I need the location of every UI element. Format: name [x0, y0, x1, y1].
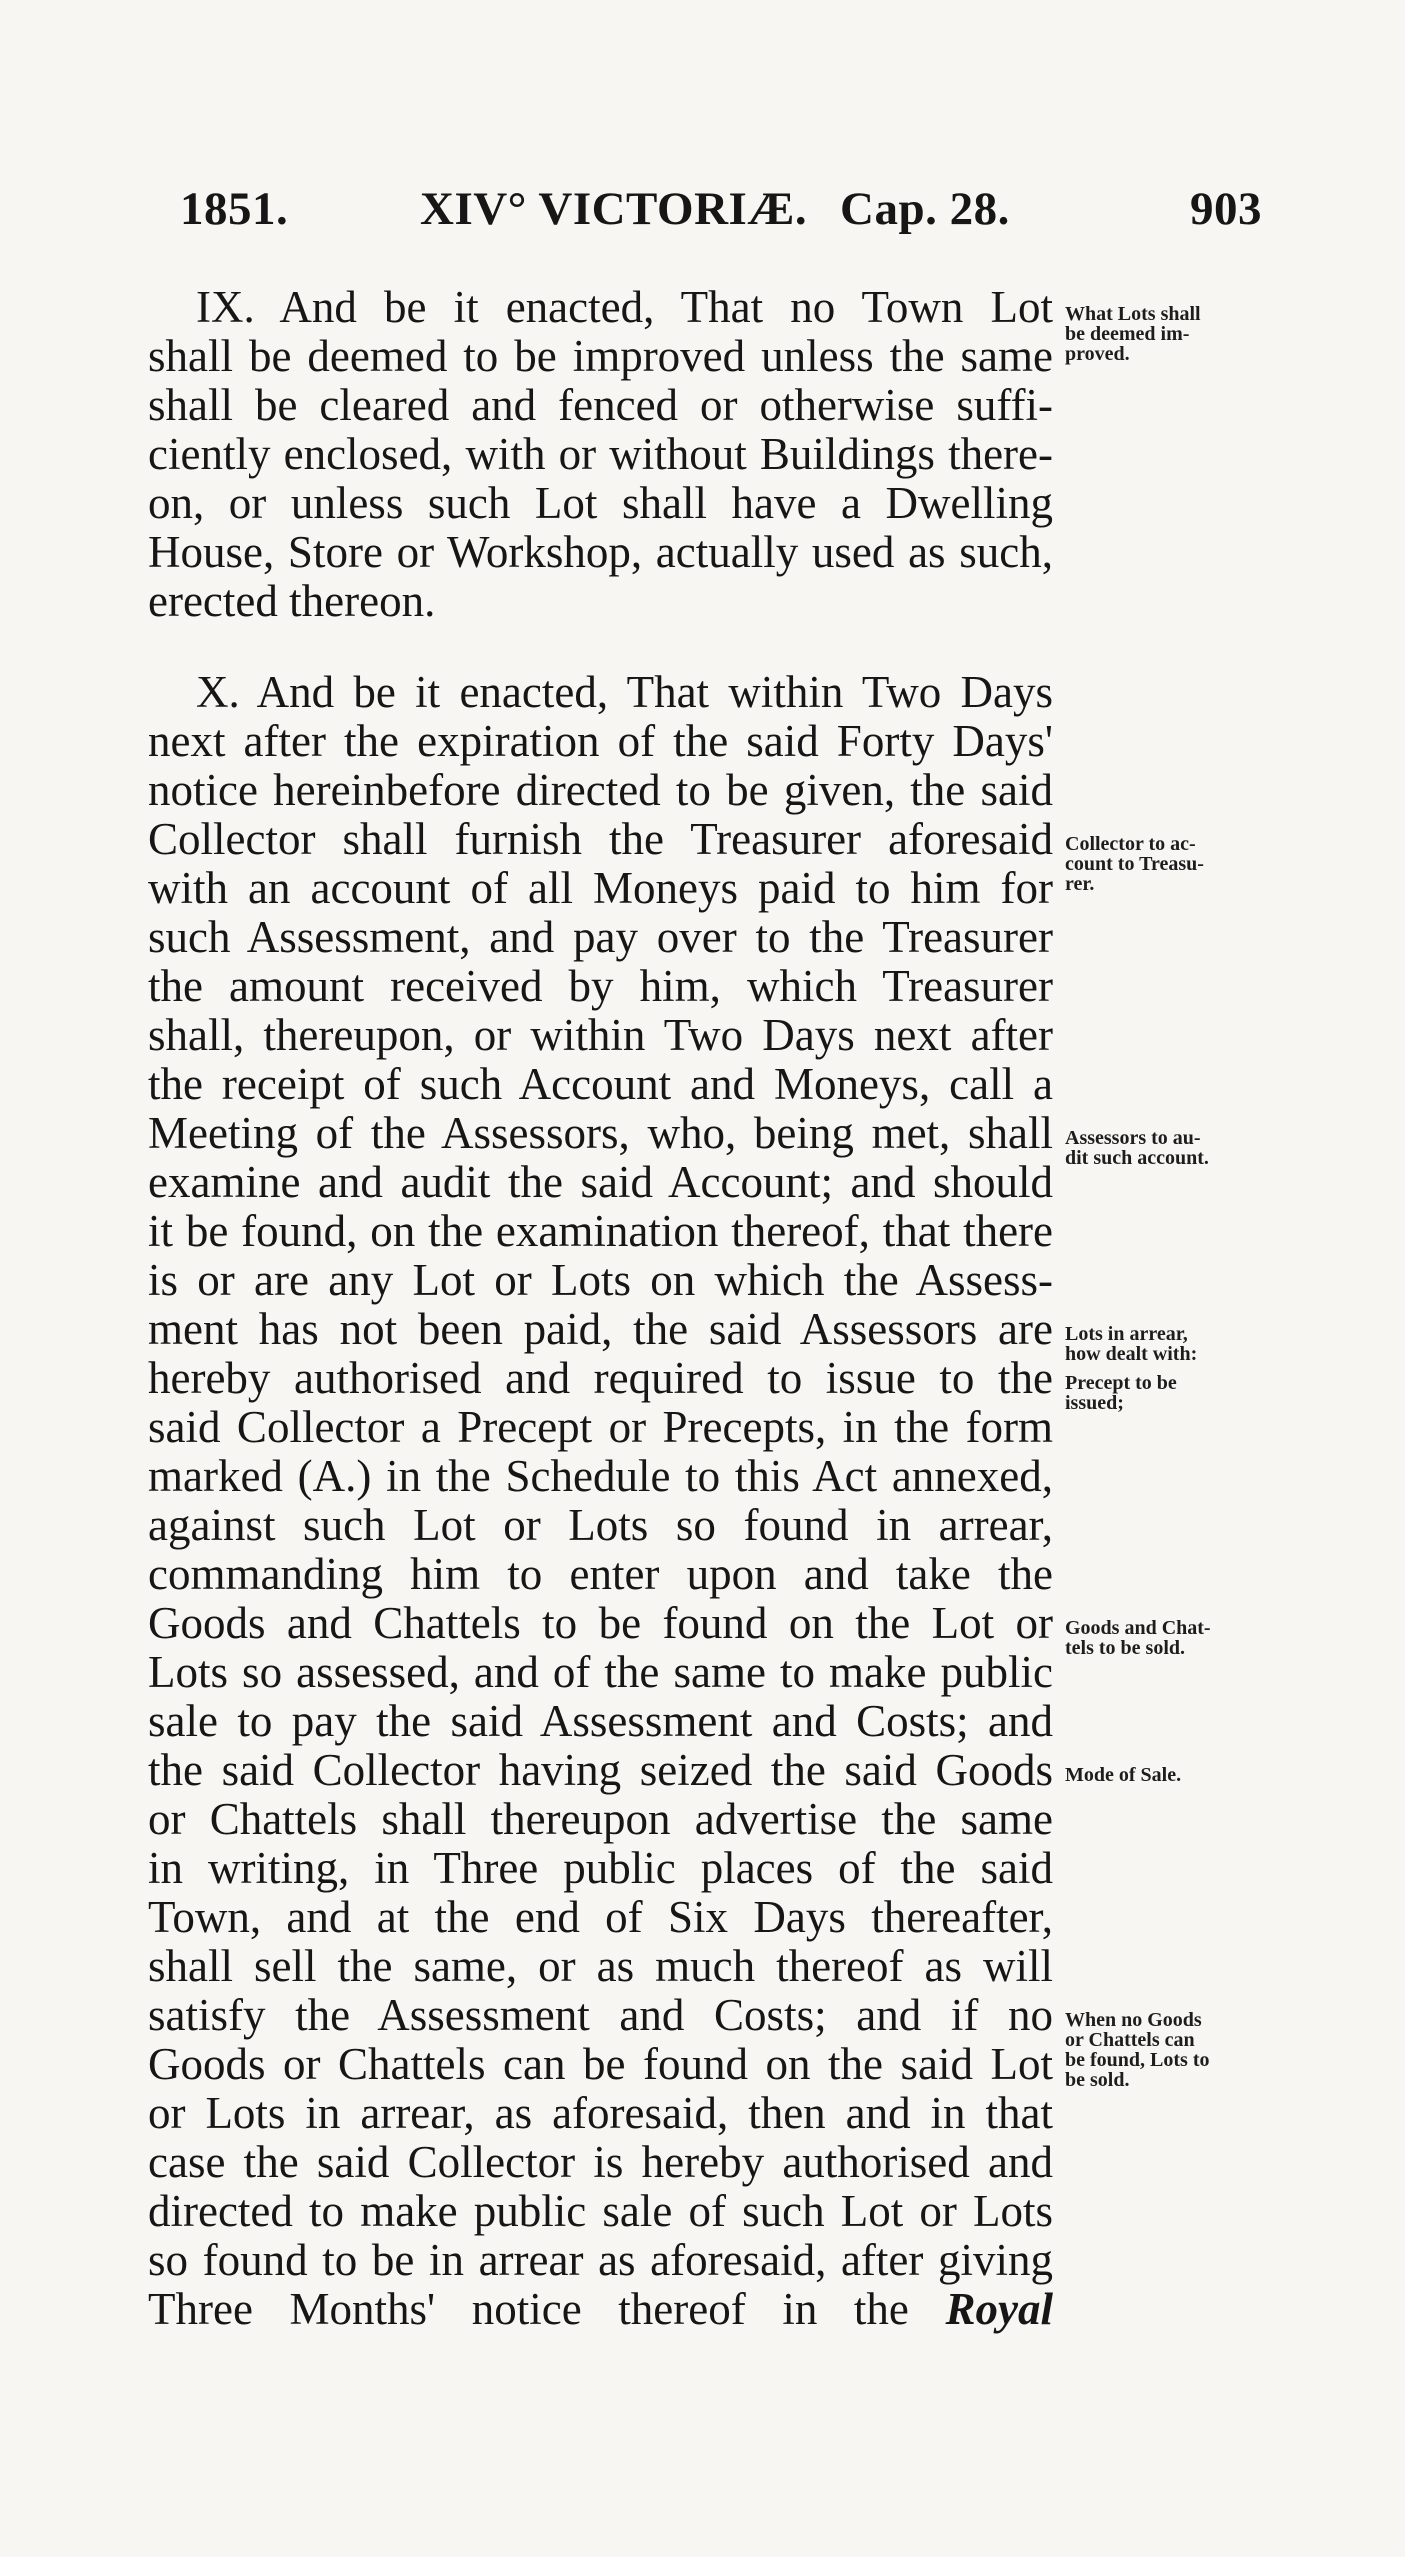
text-line: Town, and at the end of Six Days thereafter,	[148, 1892, 1053, 1942]
margin-note-line: Mode of Sale.	[1065, 1764, 1182, 1786]
text-line: shall sell the same, or as much thereof as will	[148, 1941, 1053, 1991]
margin-note-line: Assessors to au-	[1065, 1127, 1201, 1149]
margin-note-line: be found, Lots to	[1065, 2049, 1210, 2071]
text-line: case the said Collector is hereby authorised and	[148, 2137, 1053, 2187]
text-line: or Lots in arrear, as aforesaid, then and in that	[148, 2088, 1053, 2138]
text-line: the amount received by him, which Treasurer	[148, 961, 1053, 1011]
margin-note-line: When no Goods	[1065, 2009, 1202, 2031]
text-line: such Assessment, and pay over to the Treasurer	[148, 912, 1053, 962]
text-line: next after the expiration of the said Forty Days'	[148, 716, 1053, 766]
text-line: with an account of all Moneys paid to him for	[148, 863, 1053, 913]
text-line: IX. And be it enacted, That no Town Lot	[196, 282, 1053, 332]
text-line-final	[148, 2285, 1053, 2334]
margin-note-collector-account	[1065, 834, 1280, 894]
section-x	[148, 668, 1053, 2334]
text-line: shall, thereupon, or within Two Days next after	[148, 1010, 1053, 1060]
margin-note-lots-in-arrear	[1065, 1324, 1280, 1364]
text-line: against such Lot or Lots so found in arrear,	[148, 1500, 1053, 1550]
text-line: marked (A.) in the Schedule to this Act annexed,	[148, 1451, 1053, 1501]
section-ix	[148, 283, 1053, 626]
margin-note-goods-sold	[1065, 1618, 1280, 1658]
text-line: notice hereinbefore directed to be given, the said	[148, 765, 1053, 815]
text-line: Meeting of the Assessors, who, being met, shall	[148, 1108, 1053, 1158]
text-line: commanding him to enter upon and take the	[148, 1549, 1053, 1599]
margin-note-line: dit such account.	[1065, 1147, 1209, 1169]
margin-note-line: how dealt with:	[1065, 1343, 1198, 1365]
margin-note-precept-issued	[1065, 1373, 1280, 1413]
margin-note-line: rer.	[1065, 873, 1095, 895]
margin-note-line: Collector to ac-	[1065, 833, 1196, 855]
text-line: House, Store or Workshop, actually used as such,	[148, 527, 1053, 577]
text-line: Lots so assessed, and of the same to make public	[148, 1647, 1053, 1697]
text-line: shall be deemed to be improved unless the same	[148, 331, 1053, 381]
margin-note-line: or Chattels can	[1065, 2029, 1195, 2051]
header-regnal-title: XIV° VICTORIÆ.	[420, 183, 808, 235]
margin-note-line: count to Treasu-	[1065, 853, 1204, 875]
margin-note-line: What Lots shall	[1065, 303, 1201, 325]
margin-note-line: be sold.	[1065, 2069, 1130, 2091]
text-line: in writing, in Three public places of the said	[148, 1843, 1053, 1893]
margin-note-assessors-audit	[1065, 1128, 1280, 1168]
margin-note-lots-sold	[1065, 2010, 1280, 2090]
margin-note-line: Precept to be	[1065, 1372, 1177, 1394]
text-line: the receipt of such Account and Moneys, call a	[148, 1059, 1053, 1109]
text-line: Collector shall furnish the Treasurer aforesaid	[148, 814, 1053, 864]
text-line: or Chattels shall thereupon advertise the same	[148, 1794, 1053, 1844]
text-line: sale to pay the said Assessment and Costs; and	[148, 1696, 1053, 1746]
margin-note-lots-improved	[1065, 304, 1280, 364]
header-year: 1851.	[180, 183, 289, 235]
margin-note-mode-of-sale	[1065, 1765, 1280, 1785]
italic-word: Royal	[945, 2284, 1054, 2334]
margin-note-line: Goods and Chat-	[1065, 1617, 1211, 1639]
text-line: said Collector a Precept or Precepts, in the form	[148, 1402, 1053, 1452]
margin-note-line: proved.	[1065, 343, 1130, 365]
text-line: ment has not been paid, the said Assessors are	[148, 1304, 1053, 1354]
text-line: ciently enclosed, with or without Buildings there-	[148, 429, 1053, 479]
margin-note-line: issued;	[1065, 1392, 1124, 1414]
text-line: examine and audit the said Account; and should	[148, 1157, 1053, 1207]
text-line: directed to make public sale of such Lot or Lots	[148, 2186, 1053, 2236]
text-segment: Three Months' notice thereof in the	[148, 2284, 909, 2334]
text-line: Goods and Chattels to be found on the Lot or	[148, 1598, 1053, 1648]
page-number: 903	[1190, 183, 1262, 235]
text-line: hereby authorised and required to issue to the	[148, 1353, 1053, 1403]
text-line: X. And be it enacted, That within Two Days	[196, 667, 1053, 717]
text-line: the said Collector having seized the said Goods	[148, 1745, 1053, 1795]
text-line: satisfy the Assessment and Costs; and if no	[148, 1990, 1053, 2040]
text-line: it be found, on the examination thereof, that there	[148, 1206, 1053, 1256]
margin-note-line: be deemed im-	[1065, 323, 1190, 345]
header-chapter: Cap. 28.	[840, 183, 1010, 235]
running-header	[180, 178, 1310, 258]
text-line: erected thereon.	[148, 576, 436, 626]
margin-note-line: Lots in arrear,	[1065, 1323, 1188, 1345]
text-line: Goods or Chattels can be found on the said Lot	[148, 2039, 1053, 2089]
margin-note-line: tels to be sold.	[1065, 1637, 1185, 1659]
text-line: is or are any Lot or Lots on which the Assess-	[148, 1255, 1053, 1305]
text-line: so found to be in arrear as aforesaid, after giving	[148, 2235, 1053, 2285]
text-line: shall be cleared and fenced or otherwise suffi-	[148, 380, 1053, 430]
text-line: on, or unless such Lot shall have a Dwelling	[148, 478, 1053, 528]
